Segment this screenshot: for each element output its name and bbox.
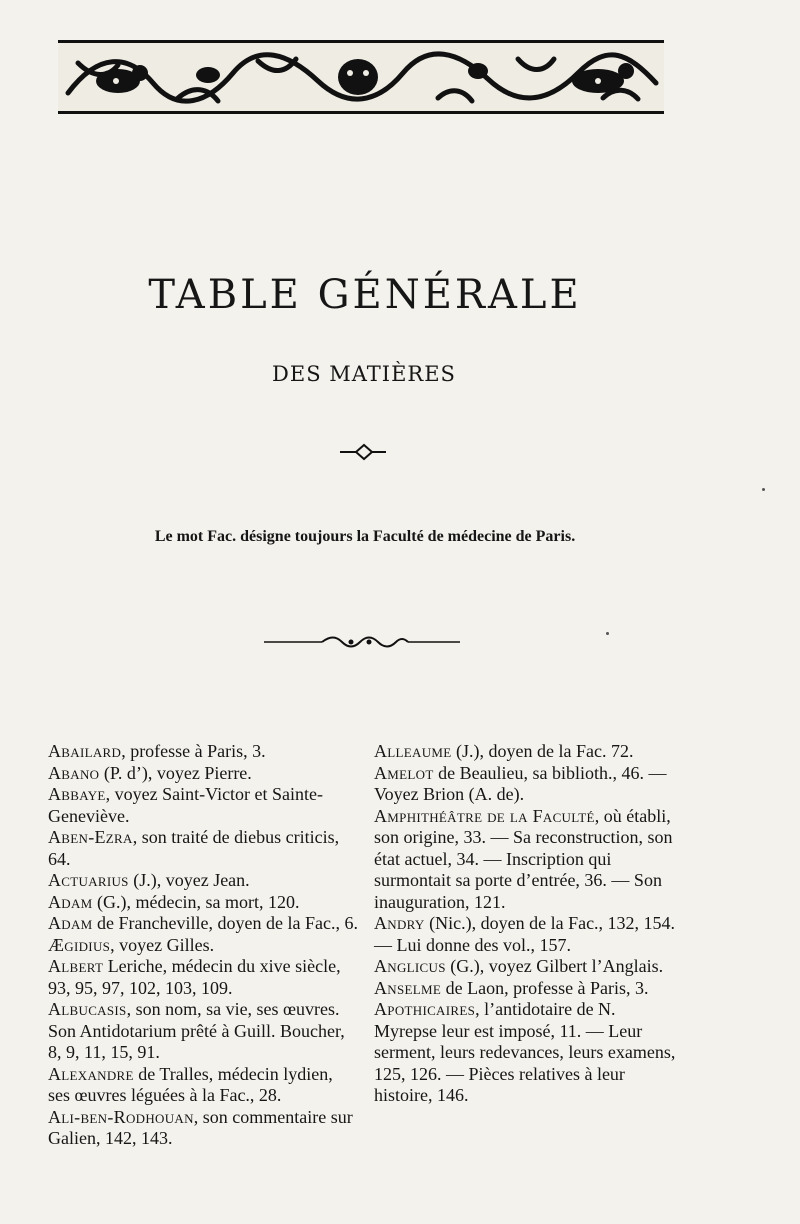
- print-speck: [606, 632, 609, 635]
- index-entry: Abbaye, voyez Saint-Victor et Sainte-Geneviève.: [48, 784, 324, 826]
- index-entry: Amphithéâtre de la Faculté, où établi, son origine, 33. — Sa reconstruction, son état actuel, 34. — Inscription qui surmontait sa porte d’entrée, 36. — Son inauguration, 121.: [374, 805, 673, 912]
- foliage-ornament-icon: [58, 43, 664, 111]
- index-entry: Anselme de Laon, professe à Paris, 3.: [374, 977, 649, 998]
- index-entry: Aben-Ezra, son traité de diebus criticis, 64.: [48, 827, 340, 869]
- small-ornament-divider-icon: [338, 442, 388, 462]
- decorative-header-band: [58, 40, 664, 114]
- index-column-right: [374, 741, 682, 1107]
- index-entry: Adam (G.), médecin, sa mort, 120.: [48, 891, 300, 912]
- index-entry: Abano (P. d’), voyez Pierre.: [48, 762, 252, 783]
- index-entry: Actuarius (J.), voyez Jean.: [48, 870, 250, 890]
- index-entry: Albert Leriche, médecin du xive siècle, 93, 95, 97, 102, 103, 109.: [48, 956, 341, 998]
- long-ornament-divider-icon: [262, 632, 462, 652]
- page-subtitle: DES MATIÈRES: [272, 362, 456, 386]
- index-entry: Ali-ben-Rodhouan, son commentaire sur Galien, 142, 143.: [48, 1106, 353, 1148]
- index-entry: Albucasis, son nom, sa vie, ses œuvres. Son Antidotarium prêté à Guill. Boucher, 8, 9, 11, 15, 91.: [48, 999, 345, 1062]
- index-entry: Amelot de Beaulieu, sa biblioth., 46. — Voyez Brion (A. de).: [374, 762, 667, 804]
- page-title: TABLE GÉNÉRALE: [148, 272, 582, 318]
- index-entry: Anglicus (G.), voyez Gilbert l’Anglais.: [374, 956, 664, 976]
- index-entry: Abailard, professe à Paris, 3.: [48, 741, 266, 761]
- index-entry: Alexandre de Tralles, médecin lydien, ses œuvres léguées à la Fac., 28.: [48, 1063, 333, 1105]
- index-entry: Alleaume (J.), doyen de la Fac. 72.: [374, 741, 634, 761]
- index-entry: Apothicaires, l’antidotaire de N. Myrepse leur est imposé, 11. — Leur serment, leurs redevances, leurs examens, 125, 126. — Pièces relatives à leur histoire, 146.: [374, 999, 676, 1105]
- print-speck: [762, 488, 765, 491]
- index-entry: Ægidius, voyez Gilles.: [48, 934, 215, 955]
- abbreviation-note: Le mot Fac. désigne toujours la Faculté de médecine de Paris.: [154, 528, 576, 545]
- index-entry: Adam de Francheville, doyen de la Fac., 6.: [48, 913, 358, 933]
- index-entry: Andry (Nic.), doyen de la Fac., 132, 154. — Lui donne des vol., 157.: [374, 913, 676, 955]
- index-column-left: [48, 741, 358, 1150]
